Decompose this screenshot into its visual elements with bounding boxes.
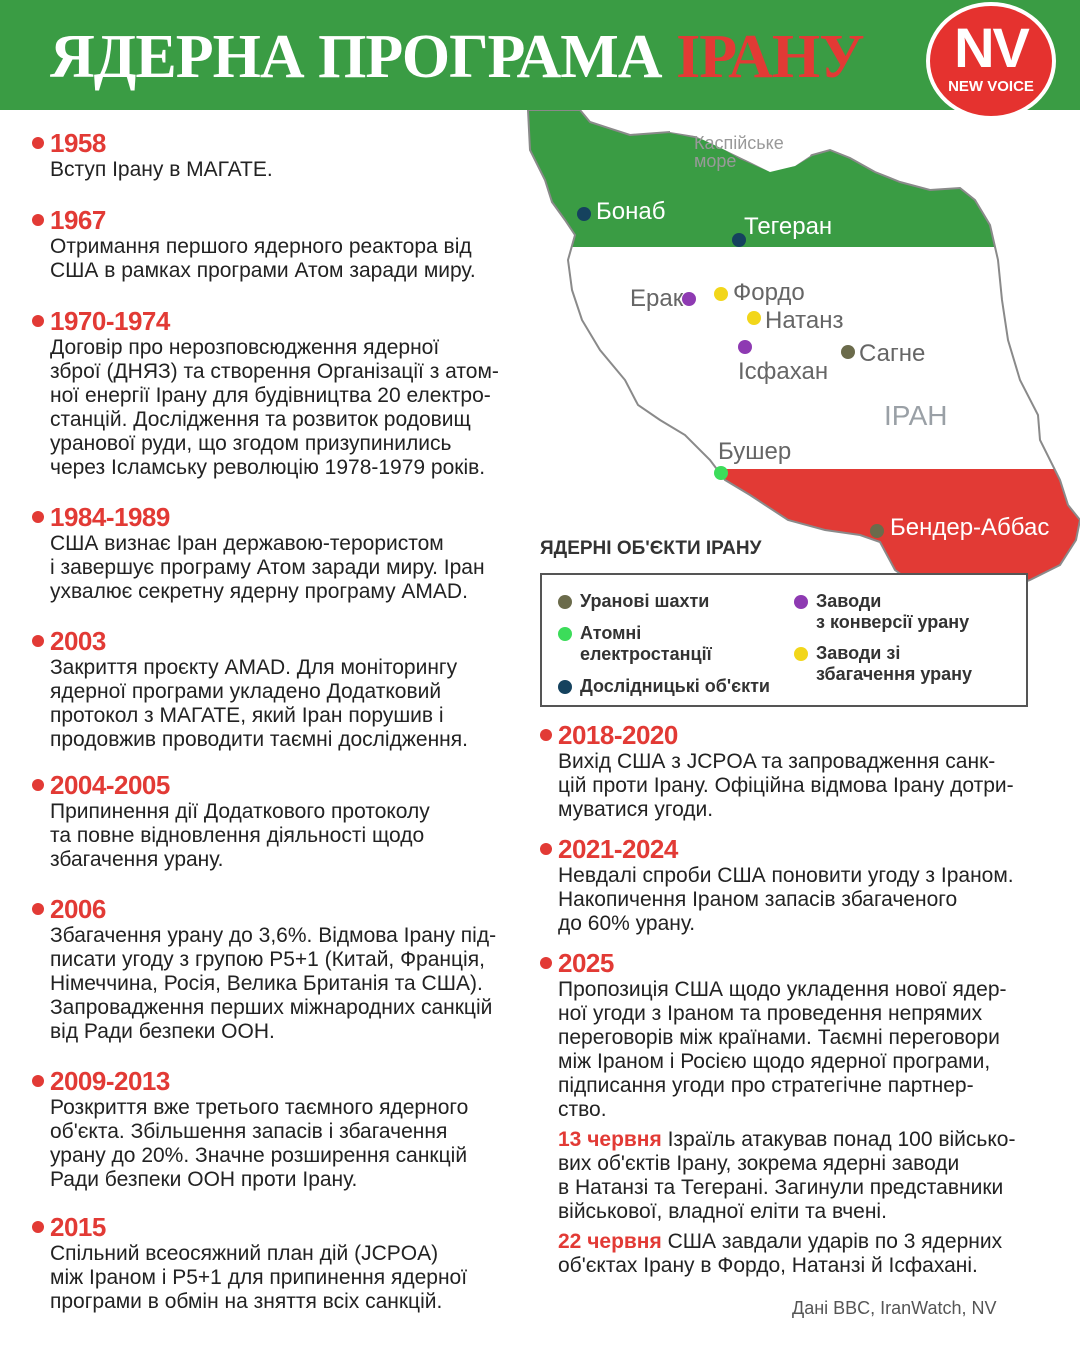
logo-text: NV: [954, 16, 1028, 79]
timeline-item-2003: [50, 626, 520, 752]
timeline-text: Припинення дії Додаткового протоколу та повне відновлення діяльності щодо збагачення урану.: [50, 800, 430, 871]
timeline-year: 2015: [50, 1212, 106, 1242]
timeline-item-2004-2005: [50, 770, 520, 872]
legend-item-uranium-mines: [558, 591, 709, 612]
enrichment-dot-icon: [794, 647, 808, 661]
caspian-sea-label: Каспійське море: [694, 133, 784, 171]
conversion-marker: [682, 292, 696, 306]
timeline-item-1967: [50, 205, 520, 283]
page-title: [50, 22, 864, 93]
legend-item-enrichment: [794, 643, 972, 685]
timeline-text: Отримання першого ядерного реактора від США в рамках програми Атом заради миру.: [50, 235, 476, 282]
legend-label: Заводи з конверсії урану: [816, 591, 970, 632]
timeline-year: 2018-2020: [558, 720, 678, 750]
legend-item-power-plants: [558, 623, 712, 665]
conversion-marker: [738, 340, 752, 354]
city-fordo: Фордо: [733, 279, 805, 306]
timeline-year: 1970-1974: [50, 306, 170, 336]
city-isfahan: Ісфахан: [738, 358, 829, 385]
conversion-dot-icon: [794, 595, 808, 609]
event-june-13: [558, 1128, 1048, 1224]
event-date: 22 червня: [558, 1230, 662, 1253]
title-accent: ІРАНУ: [676, 23, 864, 91]
timeline-item-2021-2024: [558, 834, 1048, 936]
bullet-dot: [32, 1221, 44, 1233]
timeline-year: 1958: [50, 128, 106, 158]
timeline-year: 2025: [558, 948, 614, 978]
timeline-text: Збагачення урану до 3,6%. Відмова Ірану під- писати угоду з групою P5+1 (Китай, Франція, Німеччина, Росія, Велика Британія та США). Запровадження перших міжнародних санкцій від Ради безпеки ООН.: [50, 924, 497, 1043]
uranium-mine-dot-icon: [558, 595, 572, 609]
bullet-dot: [540, 843, 552, 855]
timeline-year: 1967: [50, 205, 106, 235]
bullet-dot: [540, 729, 552, 741]
bullet-dot: [32, 1075, 44, 1087]
timeline-text: США визнає Іран державою-терористом і завершує програму Атом заради миру. Іран ухвалює секретну ядерну програму AMAD.: [50, 532, 485, 603]
city-bushehr: Бушер: [718, 438, 792, 465]
timeline-year: 2004-2005: [50, 770, 170, 800]
research-dot-icon: [558, 680, 572, 694]
header-banner: [0, 0, 1080, 110]
timeline-year: 2009-2013: [50, 1066, 170, 1096]
timeline-year: 2003: [50, 626, 106, 656]
legend-item-research: [558, 676, 770, 697]
timeline-text: Закриття проєкту AMAD. Для моніторингу ядерної програми укладено Додатковий протокол з МАГАТЕ, який Іран порушив і продовжив проводити таємні дослідження.: [50, 656, 468, 751]
timeline-text: Вступ Ірану в МАГАТЕ.: [50, 158, 273, 181]
iran-map: [520, 110, 1080, 610]
bullet-dot: [32, 137, 44, 149]
timeline-item-1970-1974: [50, 306, 520, 480]
power-plant-marker: [714, 466, 728, 480]
city-natanz: Натанз: [765, 307, 844, 334]
legend-label: Дослідницькі об'єкти: [580, 676, 770, 696]
enrichment-marker: [747, 311, 761, 325]
legend-title: ЯДЕРНІ ОБ'ЄКТИ ІРАНУ: [540, 538, 762, 559]
timeline-year: 2006: [50, 894, 106, 924]
logo-subtext: NEW VOICE: [948, 78, 1034, 95]
legend-item-conversion: [794, 591, 969, 633]
timeline-text: Розкриття вже третього таємного ядерного об'єкта. Збільшення запасів і збагачення урану до 20%. Значне розширення санкцій Ради безпеки ООН проти Ірану.: [50, 1096, 469, 1191]
event-text: Ізраїль атакував понад 100 військо- вих об'єктів Ірану, зокрема ядерні заводи в Натанзі та Тегерані. Загинули представники військової, владної еліти та вчені.: [558, 1128, 1016, 1223]
uranium-mine-marker: [870, 524, 884, 538]
city-saghand: Сагне: [859, 340, 926, 367]
timeline-text: Пропозиція США щодо укладення нової ядер- ної угоди з Іраном та проведення непрямих переговорів між країнами. Таємні переговори між Іраном і Росією щодо ядерної програми, підписання угоди про стратегічне партнер- ство.: [558, 978, 1007, 1121]
timeline-text: Договір про нерозповсюдження ядерної зброї (ДНЯЗ) та створення Організації з атом- ної енергії Ірану для будівництва 20 електро- станцій. Дослідження та розвиток родовищ уранової руди, що згодом призупинились через Ісламську революцію 1978-1979 років.: [50, 336, 499, 479]
city-bonab: Бонаб: [596, 198, 666, 225]
timeline-text: Невдалі спроби США поновити угоду з Іраном. Накопичення Іраном запасів збагаченого до 60% урану.: [558, 864, 1014, 935]
city-tehran: Тегеран: [744, 213, 833, 240]
timeline-year: 2021-2024: [558, 834, 678, 864]
timeline-year: 1984-1989: [50, 502, 170, 532]
bullet-dot: [32, 635, 44, 647]
legend-label: Атомні електростанції: [580, 623, 712, 664]
bullet-dot: [32, 214, 44, 226]
bullet-dot: [32, 779, 44, 791]
timeline-item-1984-1989: [50, 502, 520, 604]
timeline-text: Вихід США з JCPOA та запровадження санк- цій проти Ірану. Офіційна відмова Ірану дотри- муватися угоди.: [558, 750, 1014, 821]
map-legend: [540, 573, 1028, 707]
title-main: ЯДЕРНА ПРОГРАМА: [50, 23, 662, 91]
bullet-dot: [540, 957, 552, 969]
research-marker: [577, 207, 591, 221]
bullet-dot: [32, 511, 44, 523]
city-arak: Ерак: [630, 285, 684, 312]
timeline-item-2015: [50, 1212, 520, 1314]
timeline-item-2018-2020: [558, 720, 1048, 822]
timeline-item-1958: [50, 128, 520, 182]
bullet-dot: [32, 315, 44, 327]
timeline-item-2009-2013: [50, 1066, 520, 1192]
country-label: ІРАН: [884, 400, 948, 431]
legend-label: Заводи зі збагачення урану: [816, 643, 973, 684]
city-bandar-abbas: Бендер-Аббас: [890, 514, 1050, 541]
enrichment-marker: [714, 287, 728, 301]
event-date: 13 червня: [558, 1128, 662, 1151]
timeline-item-2006: [50, 894, 520, 1044]
timeline-text: Спільний всеосяжний план дій (JCPOA) між Іраном і P5+1 для припинення ядерної програми в обмін на зняття всіх санкцій.: [50, 1242, 468, 1313]
power-plant-dot-icon: [558, 627, 572, 641]
legend-label: Уранові шахти: [580, 591, 710, 611]
source-note: Дані BBC, IranWatch, NV: [792, 1298, 997, 1318]
uranium-mine-marker: [841, 345, 855, 359]
event-text: США завдали ударів по 3 ядерних об'єктах Ірану в Фордо, Натанзі й Ісфахані.: [558, 1230, 1003, 1277]
nv-logo: [926, 2, 1056, 120]
bullet-dot: [32, 903, 44, 915]
timeline-item-2025: [558, 948, 1048, 1278]
event-june-22: [558, 1230, 1048, 1278]
